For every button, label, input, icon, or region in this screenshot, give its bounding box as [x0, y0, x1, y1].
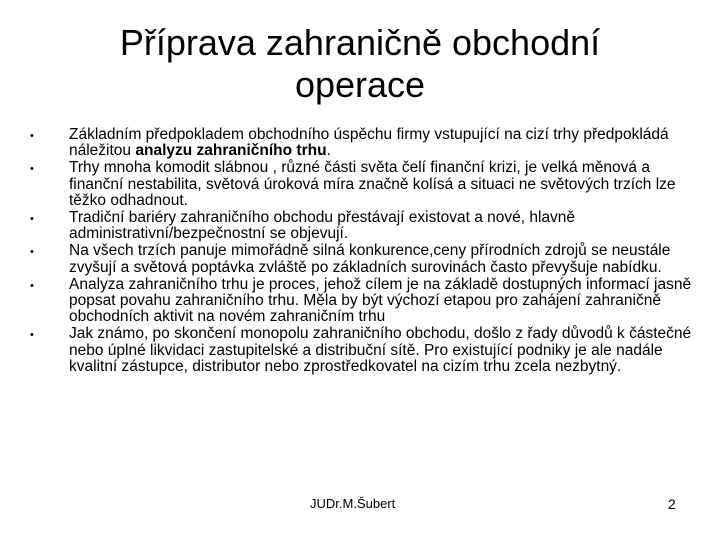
bullet-text-2: Trhy mnoha komodit slábnou , různé části světa čelí finanční krizi, je velká měnová a finanční nestabilita, světová úroková míra značně kolísá a situaci ne světových trzích lze těžko odhadnout.	[69, 159, 676, 209]
bullet-marker-icon: •	[30, 329, 34, 342]
bullet-item-1	[30, 127, 695, 159]
bullet-item-2	[30, 160, 695, 209]
bullet-marker-icon: •	[30, 163, 34, 176]
bullet-text-3: Tradiční bariéry zahraničního obchodu přestávají existovat a nové, hlavně administrativní/bezpečnostní se objevují.	[69, 209, 576, 243]
bullet-list	[30, 127, 695, 376]
bullet-text-5: Analyza zahraničního trhu je proces, jehož cílem je na základě dostupných informací jasně popsat povahu zahraničního trhu. Měla by být výchozí etapou pro zahájení zahraničně obchodních aktivit na novém zahraničním trhu	[69, 275, 692, 326]
bullet-marker-icon: •	[30, 130, 34, 142]
page-number: 2	[668, 496, 676, 512]
slide-title-line-1: Příprava zahraničně obchodní	[119, 22, 601, 63]
bullet-text-4: Na všech trzích panuje mimořádně silná konkurence,ceny přírodních zdrojů se neustále zvyšují a světová poptávka zvláště po základních surovinách často převyšuje nabídku.	[69, 242, 671, 276]
bullet-item-5	[30, 277, 695, 326]
footer-author: JUDr.M.Šubert	[310, 496, 396, 511]
slide-title-line-2: operace	[294, 64, 426, 105]
bullet-marker-icon: •	[30, 246, 34, 259]
bullet-text-1b: .	[326, 142, 331, 160]
bullet-marker-icon: •	[30, 213, 34, 226]
bullet-text-1-bold: analyzu zahraničního trhu	[135, 142, 327, 160]
bullet-item-6	[30, 326, 695, 375]
slide-footer	[0, 496, 720, 514]
bullet-text-6: Jak známo, po skončení monopolu zahraničního obchodu, došlo z řady důvodů k částečné nebo úplné likvidaci zastupitelské a distribuční sítě. Pro existující podniky je ale nadále kvalitní zástupce, distributor nebo zprostředkovatel na cizím trhu zcela nezbytný.	[69, 325, 692, 375]
bullet-text-1a: Základním předpokladem obchodního úspěchu firmy vstupující na cizí trhy předpokládá náležitou	[69, 126, 669, 160]
bullet-item-4	[30, 243, 695, 275]
slide-title	[60, 22, 660, 106]
bullet-item-3	[30, 210, 695, 242]
bullet-marker-icon: •	[30, 279, 34, 292]
